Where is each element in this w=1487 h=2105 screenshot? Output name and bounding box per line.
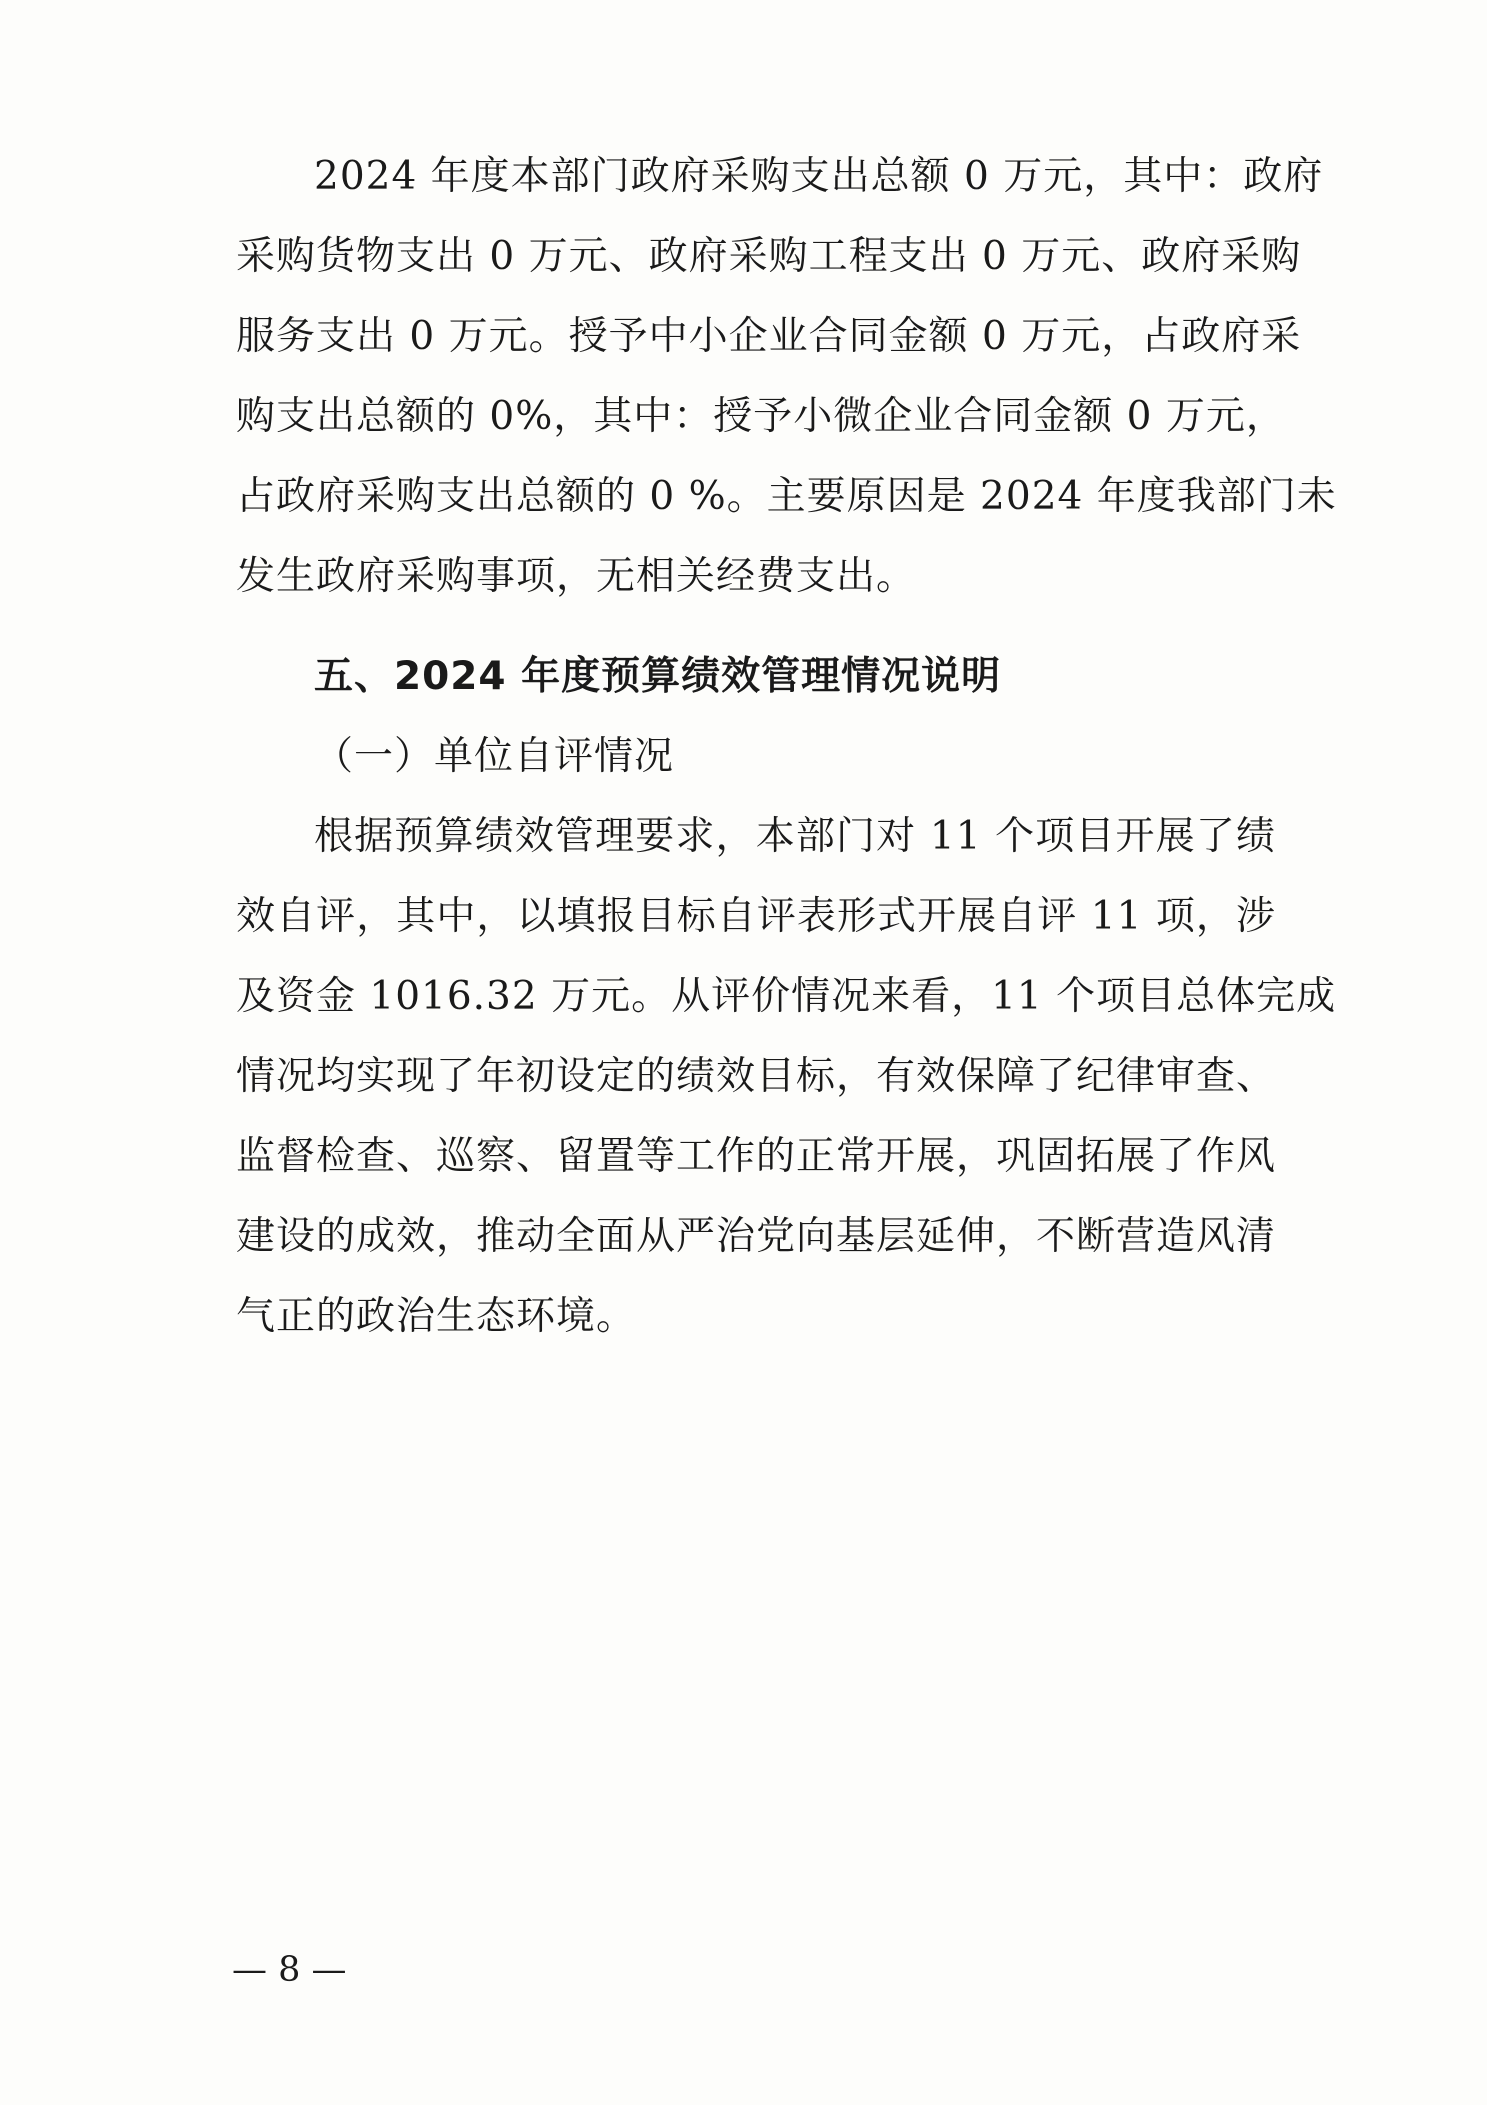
paragraph-line: 采购货物支出 0 万元、政府采购工程支出 0 万元、政府采购 <box>236 234 1302 279</box>
paragraph-line: 发生政府采购事项，无相关经费支出。 <box>236 554 917 599</box>
paragraph-line: 购支出总额的 0%，其中：授予小微企业合同金额 0 万元， <box>236 394 1286 439</box>
paragraph-line: 及资金 1016.32 万元。从评价情况来看，11 个项目总体完成 <box>236 974 1337 1019</box>
paragraph-line: 2024 年度本部门政府采购支出总额 0 万元，其中：政府 <box>314 154 1324 199</box>
paragraph-line: 占政府采购支出总额的 0 %。主要原因是 2024 年度我部门未 <box>236 474 1337 519</box>
paragraph-line: 气正的政治生态环境。 <box>236 1294 637 1339</box>
paragraph-line: 根据预算绩效管理要求，本部门对 11 个项目开展了绩 <box>314 814 1276 859</box>
paragraph-line: 效自评，其中，以填报目标自评表形式开展自评 11 项，涉 <box>236 894 1276 939</box>
paragraph-line: 服务支出 0 万元。授予中小企业合同金额 0 万元，占政府采 <box>236 314 1302 359</box>
section-heading: 五、2024 年度预算绩效管理情况说明 <box>314 654 1002 699</box>
paragraph-line: 监督检查、巡察、留置等工作的正常开展，巩固拓展了作风 <box>236 1134 1277 1179</box>
subsection-heading: （一）单位自评情况 <box>314 734 675 779</box>
paragraph-line: 建设的成效，推动全面从严治党向基层延伸，不断营造风清 <box>236 1214 1277 1259</box>
page-number: — 8 — <box>232 1950 347 1990</box>
paragraph-line: 情况均实现了年初设定的绩效目标，有效保障了纪律审查、 <box>236 1054 1277 1099</box>
